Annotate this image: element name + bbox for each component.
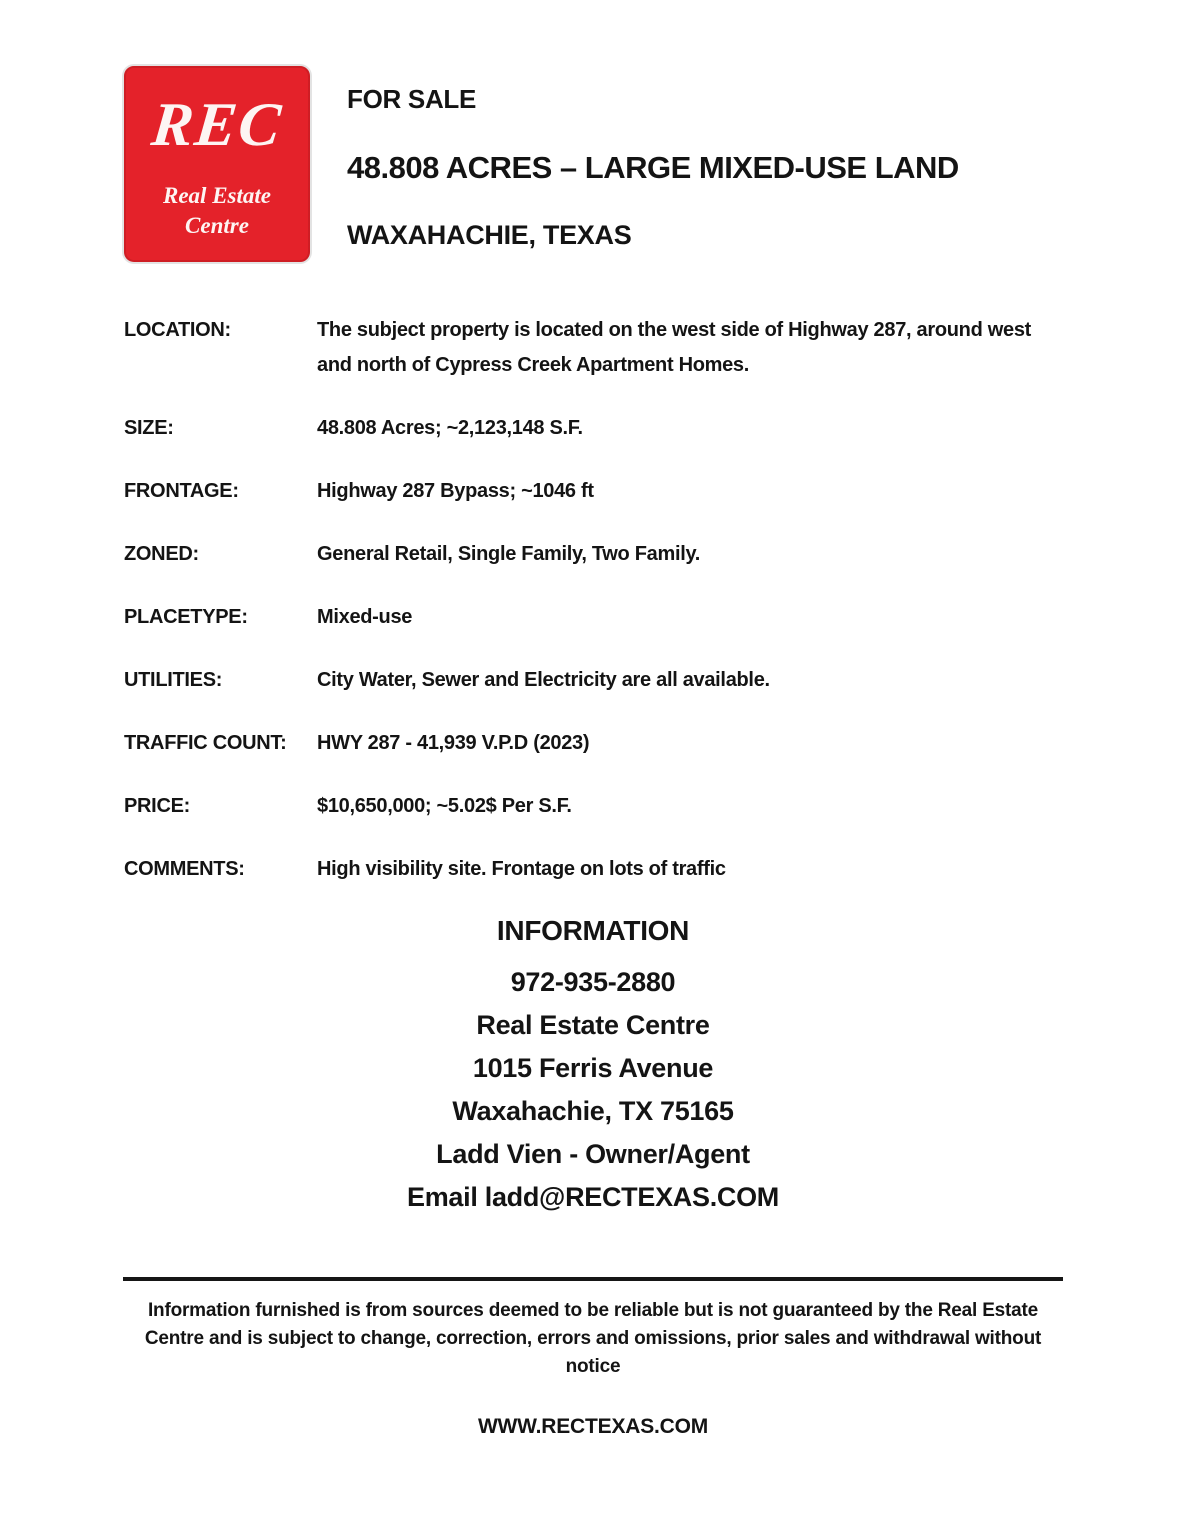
property-details	[0, 262, 1186, 887]
contact-agent: Ladd Vien - Owner/Agent	[436, 1139, 750, 1169]
detail-label: TRAFFIC COUNT:	[124, 732, 287, 754]
detail-row-price	[124, 789, 1068, 824]
disclaimer-text: Information furnished is from sources deemed to be reliable but is not guaranteed by the Real Estate Centre and is subject to change, correction, errors and omissions, prior sales and withdrawal without notice	[144, 1300, 1042, 1377]
detail-label: LOCATION:	[124, 319, 231, 341]
detail-value: Highway 287 Bypass; ~1046 ft	[317, 480, 594, 502]
footer-divider	[123, 1277, 1063, 1281]
detail-row-frontage	[124, 474, 1068, 509]
detail-value: General Retail, Single Family, Two Family.	[317, 543, 701, 565]
website-url: WWW.RECTEXAS.COM	[477, 1415, 709, 1438]
logo-subtitle-line2: Centre	[185, 213, 249, 238]
contact-email: Email ladd@RECTEXAS.COM	[407, 1182, 779, 1212]
detail-value: City Water, Sewer and Electricity are all available.	[317, 669, 770, 691]
detail-label: SIZE:	[124, 417, 174, 439]
detail-row-size	[124, 411, 1068, 446]
detail-value: HWY 287 - 41,939 V.P.D (2023)	[317, 732, 590, 754]
detail-value: The subject property is located on the west side of Highway 287, around west and north of Cypress Creek Apartment Homes.	[317, 319, 1032, 376]
detail-row-location	[124, 313, 1068, 383]
property-city: WAXAHACHIE, TEXAS	[347, 220, 632, 250]
contact-address: 1015 Ferris Avenue	[472, 1053, 714, 1083]
property-title: 48.808 ACRES – LARGE MIXED-USE LAND	[347, 150, 959, 185]
for-sale-label: FOR SALE	[347, 84, 477, 114]
detail-row-comments	[124, 852, 1068, 887]
detail-value: 48.808 Acres; ~2,123,148 S.F.	[317, 417, 583, 439]
detail-label: PLACETYPE:	[124, 606, 248, 628]
detail-value: $10,650,000; ~5.02$ Per S.F.	[317, 795, 572, 817]
detail-row-zoned	[124, 537, 1068, 572]
logo-acronym: REC	[148, 91, 286, 159]
flyer-header	[0, 0, 1186, 262]
detail-label: UTILITIES:	[124, 669, 223, 691]
logo-subtitle-line1: Real Estate	[163, 183, 271, 208]
rec-logo	[124, 66, 310, 262]
contact-heading: INFORMATION	[496, 915, 690, 946]
detail-value: Mixed-use	[317, 606, 413, 628]
detail-row-placetype	[124, 600, 1068, 635]
detail-row-utilities	[124, 663, 1068, 698]
contact-city: Waxahachie, TX 75165	[452, 1096, 734, 1126]
contact-company: Real Estate Centre	[476, 1010, 710, 1040]
contact-block	[0, 915, 1186, 1219]
detail-value: High visibility site. Frontage on lots of traffic	[317, 858, 726, 880]
header-text-block	[347, 66, 959, 251]
detail-label: FRONTAGE:	[124, 480, 239, 502]
detail-label: COMMENTS:	[124, 858, 245, 880]
detail-row-traffic-count	[124, 726, 1068, 761]
contact-phone: 972-935-2880	[510, 967, 676, 997]
detail-label: PRICE:	[124, 795, 190, 817]
detail-label: ZONED:	[124, 543, 199, 565]
